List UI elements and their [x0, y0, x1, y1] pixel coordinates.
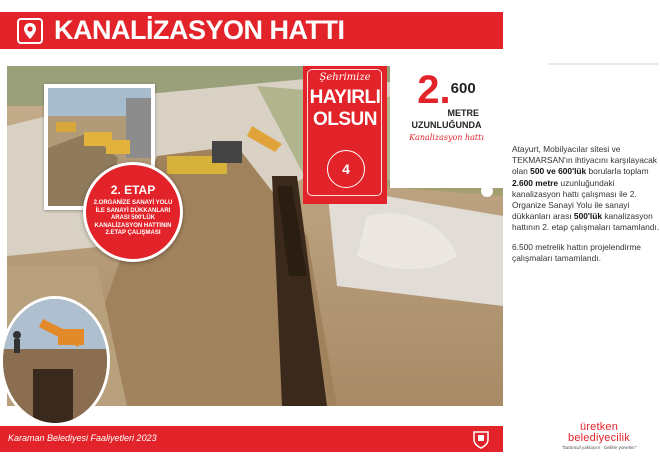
divider-line — [548, 63, 658, 65]
circle-photo — [0, 296, 110, 426]
meter-small-number: 600 — [450, 80, 476, 97]
meter-callout — [390, 66, 503, 188]
footer-text: Karaman Belediyesi Faaliyetleri 2023 — [8, 433, 157, 443]
badge-line2: OLSUN — [313, 109, 377, 130]
logo-line1: üretken — [579, 421, 619, 433]
badge-script: Şehrimize — [319, 72, 371, 83]
seal-number: 4 — [342, 161, 350, 177]
etap-body: 2.ORGANİZE SANAYİ YOLU İLE SANAYİ DÜKKANLARI ARASI 500'LÜK KANALİZASYON HATTININ 2.ETAP ÇALIŞMASI — [93, 200, 173, 237]
description-paragraph-1: Atayurt, Mobilyacılar sitesi ve TEKMARSAN'ın ihtiyacını karşılayacak olan 500 ve 600'lük borularla toplam 2.600 metre uzunluğundaki kanalizasyon hattı çalışması ile 2. Organize Sanayi Yolu ile sanayi dükkanları arası 500'lük kanalizasyon hattının 2. etap çalışmaları tamamlandı. — [512, 144, 660, 233]
logo-tagline: "bütüncül yaklaşım - birlikte yönetim" — [561, 445, 637, 450]
meter-number: 2.600 — [417, 68, 476, 112]
municipality-crest-icon — [472, 429, 490, 449]
etap-title: 2. ETAP — [110, 183, 156, 197]
uretken-belediyecilik-logo — [544, 422, 654, 450]
logo-line2: belediyecilik — [568, 432, 630, 444]
etap-callout — [83, 162, 183, 262]
meter-big-number: 2 — [417, 68, 440, 112]
description-text — [512, 144, 660, 272]
meter-sub: Kanalizasyon hattı — [409, 133, 484, 142]
meter-label: UZUNLUĞUNDA — [411, 120, 482, 130]
badge-line1: HAYIRLI — [309, 87, 381, 108]
page-title: KANALİZASYON HATTI — [54, 15, 345, 45]
hayirli-olsun-badge — [303, 66, 387, 204]
location-pin-icon — [17, 18, 43, 44]
footer-bar — [0, 426, 503, 452]
description-paragraph-2: 6.500 metrelik hattın projelendirme çalışmaları tamamlandı. — [512, 241, 641, 263]
meter-unit: METRE — [447, 108, 479, 118]
seal-icon — [327, 150, 365, 188]
header-bar — [0, 12, 503, 49]
